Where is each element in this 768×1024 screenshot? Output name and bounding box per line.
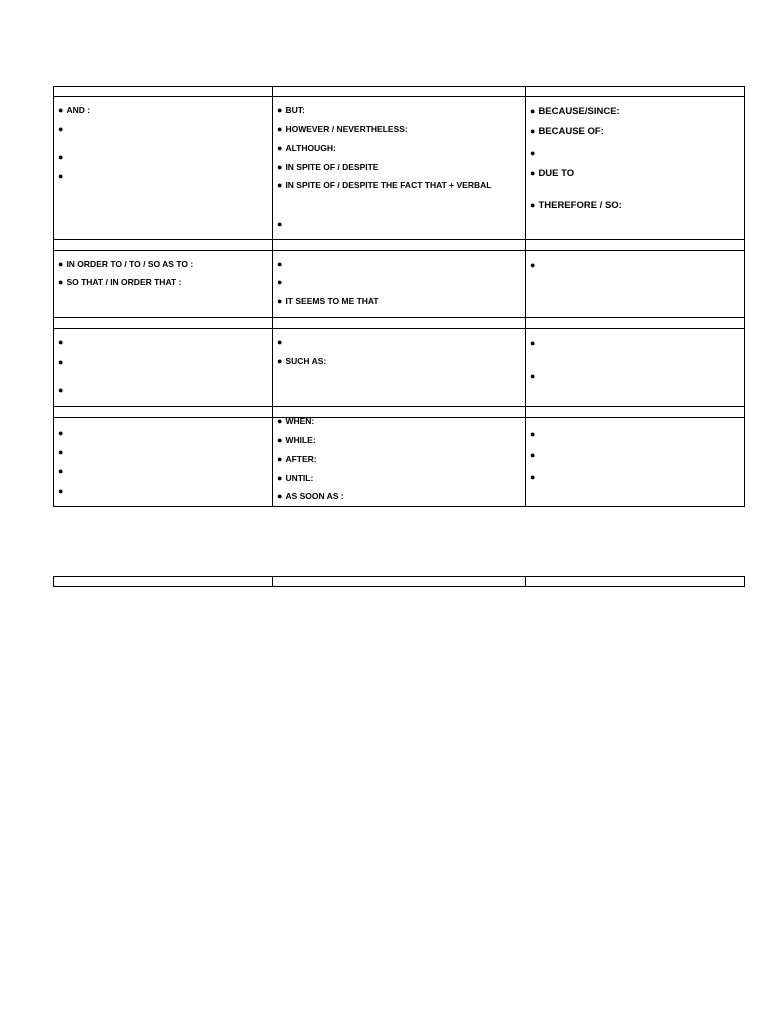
list-item: ● IN ORDER TO / TO / SO AS TO : <box>58 259 194 269</box>
table-row <box>53 418 745 507</box>
bullet-icon: ● <box>58 105 64 115</box>
bullet-icon: ● <box>277 180 283 190</box>
bullet-icon: ● <box>277 162 283 172</box>
bullet-icon: ● <box>530 371 536 381</box>
list-item <box>58 429 66 438</box>
bullet-icon: ● <box>277 219 283 229</box>
header-cell <box>526 87 744 96</box>
bullet-icon: ● <box>530 472 536 482</box>
bullet-icon: ● <box>277 491 283 501</box>
bullet-icon: ● <box>277 454 283 464</box>
list-item: ● SUCH AS: <box>277 356 327 366</box>
list-item: ● UNTIL: <box>277 473 314 483</box>
header-row <box>53 86 745 97</box>
bullet-icon: ● <box>530 126 536 136</box>
bullet-icon: ● <box>58 466 64 476</box>
list-item <box>530 430 538 440</box>
bullet-icon: ● <box>277 143 283 153</box>
list-item: ● HOWEVER / NEVERTHELESS: <box>277 124 408 134</box>
bullet-icon: ● <box>530 106 536 116</box>
header-cell <box>273 87 526 96</box>
table-cell <box>54 251 273 317</box>
table-cell <box>273 251 526 317</box>
header-cell <box>526 318 744 328</box>
bullet-icon: ● <box>58 259 64 269</box>
list-item <box>58 358 66 367</box>
list-item: ● AS SOON AS : <box>277 491 344 501</box>
bullet-icon: ● <box>530 450 536 460</box>
list-item: ● AFTER: <box>277 454 317 464</box>
table-cell <box>273 329 526 406</box>
list-item <box>58 386 66 395</box>
bullet-icon: ● <box>58 428 64 438</box>
bullet-icon: ● <box>58 357 64 367</box>
list-item: ● BECAUSE/SINCE: <box>530 106 620 117</box>
bullet-icon: ● <box>277 416 283 426</box>
list-item: ● BUT: <box>277 105 305 115</box>
header-cell <box>273 318 526 328</box>
header-cell <box>273 240 526 250</box>
header-cell <box>54 87 273 96</box>
table-cell <box>526 418 744 506</box>
bullet-icon: ● <box>58 152 64 162</box>
header-cell <box>54 318 273 328</box>
bullet-icon: ● <box>58 277 64 287</box>
list-item <box>277 278 285 287</box>
bullet-icon: ● <box>530 148 536 158</box>
table-cell <box>273 418 526 506</box>
header-row <box>53 318 745 329</box>
list-item <box>277 260 285 269</box>
header-cell <box>273 577 526 586</box>
list-item <box>58 153 66 162</box>
header-row <box>53 240 745 251</box>
header-row <box>53 407 745 418</box>
list-item: ● THEREFORE / SO: <box>530 200 622 211</box>
table-cell <box>273 97 526 239</box>
table-cell <box>54 97 273 239</box>
list-item: ● ALTHOUGH: <box>277 143 336 153</box>
bullet-icon: ● <box>277 259 283 269</box>
bullet-icon: ● <box>58 124 64 134</box>
bullet-icon: ● <box>277 105 283 115</box>
table-row <box>53 251 745 318</box>
table-row <box>53 97 745 240</box>
header-cell <box>526 577 744 586</box>
table-cell <box>526 329 744 406</box>
list-item <box>58 172 66 181</box>
list-item <box>58 467 66 476</box>
bullet-icon: ● <box>530 168 536 178</box>
header-row <box>53 576 745 587</box>
bullet-icon: ● <box>277 356 283 366</box>
list-item <box>530 149 538 159</box>
list-item: ● DUE TO <box>530 168 575 179</box>
header-cell <box>54 240 273 250</box>
bullet-icon: ● <box>277 435 283 445</box>
list-item: ● BECAUSE OF: <box>530 126 604 137</box>
list-item <box>58 338 66 347</box>
bullet-icon: ● <box>277 124 283 134</box>
list-item: ● IT SEEMS TO ME THAT <box>277 296 379 306</box>
bullet-icon: ● <box>530 429 536 439</box>
list-item: ● IN SPITE OF / DESPITE <box>277 162 379 172</box>
list-item <box>58 125 66 134</box>
bullet-icon: ● <box>530 338 536 348</box>
empty-table <box>53 576 745 587</box>
list-item: ● SO THAT / IN ORDER THAT : <box>58 277 182 287</box>
list-item: ● AND : <box>58 105 91 115</box>
bullet-icon: ● <box>58 447 64 457</box>
bullet-icon: ● <box>58 337 64 347</box>
table-cell <box>526 251 744 317</box>
list-item <box>530 339 538 349</box>
list-item <box>277 338 285 347</box>
bullet-icon: ● <box>58 171 64 181</box>
bullet-icon: ● <box>277 473 283 483</box>
table-row <box>53 329 745 407</box>
bullet-icon: ● <box>58 486 64 496</box>
bullet-icon: ● <box>277 277 283 287</box>
list-item <box>530 473 538 483</box>
bullet-icon: ● <box>530 200 536 210</box>
header-cell <box>54 577 273 586</box>
table-cell <box>54 418 273 506</box>
list-item: ● WHEN: <box>277 416 315 426</box>
bullet-icon: ● <box>530 260 536 270</box>
list-item <box>58 448 66 457</box>
list-item <box>530 372 538 382</box>
list-item <box>530 261 538 271</box>
list-item <box>58 487 66 496</box>
table-cell <box>54 329 273 406</box>
connectors-table <box>53 86 745 507</box>
header-cell <box>526 240 744 250</box>
bullet-icon: ● <box>277 337 283 347</box>
bullet-icon: ● <box>277 296 283 306</box>
header-cell <box>526 407 744 417</box>
bullet-icon: ● <box>58 385 64 395</box>
list-item: ● WHILE: <box>277 435 316 445</box>
list-item: ● IN SPITE OF / DESPITE THE FACT THAT + VERBAL <box>277 180 492 190</box>
table-cell <box>526 97 744 239</box>
header-cell <box>54 407 273 417</box>
list-item <box>530 451 538 461</box>
list-item <box>277 220 285 229</box>
